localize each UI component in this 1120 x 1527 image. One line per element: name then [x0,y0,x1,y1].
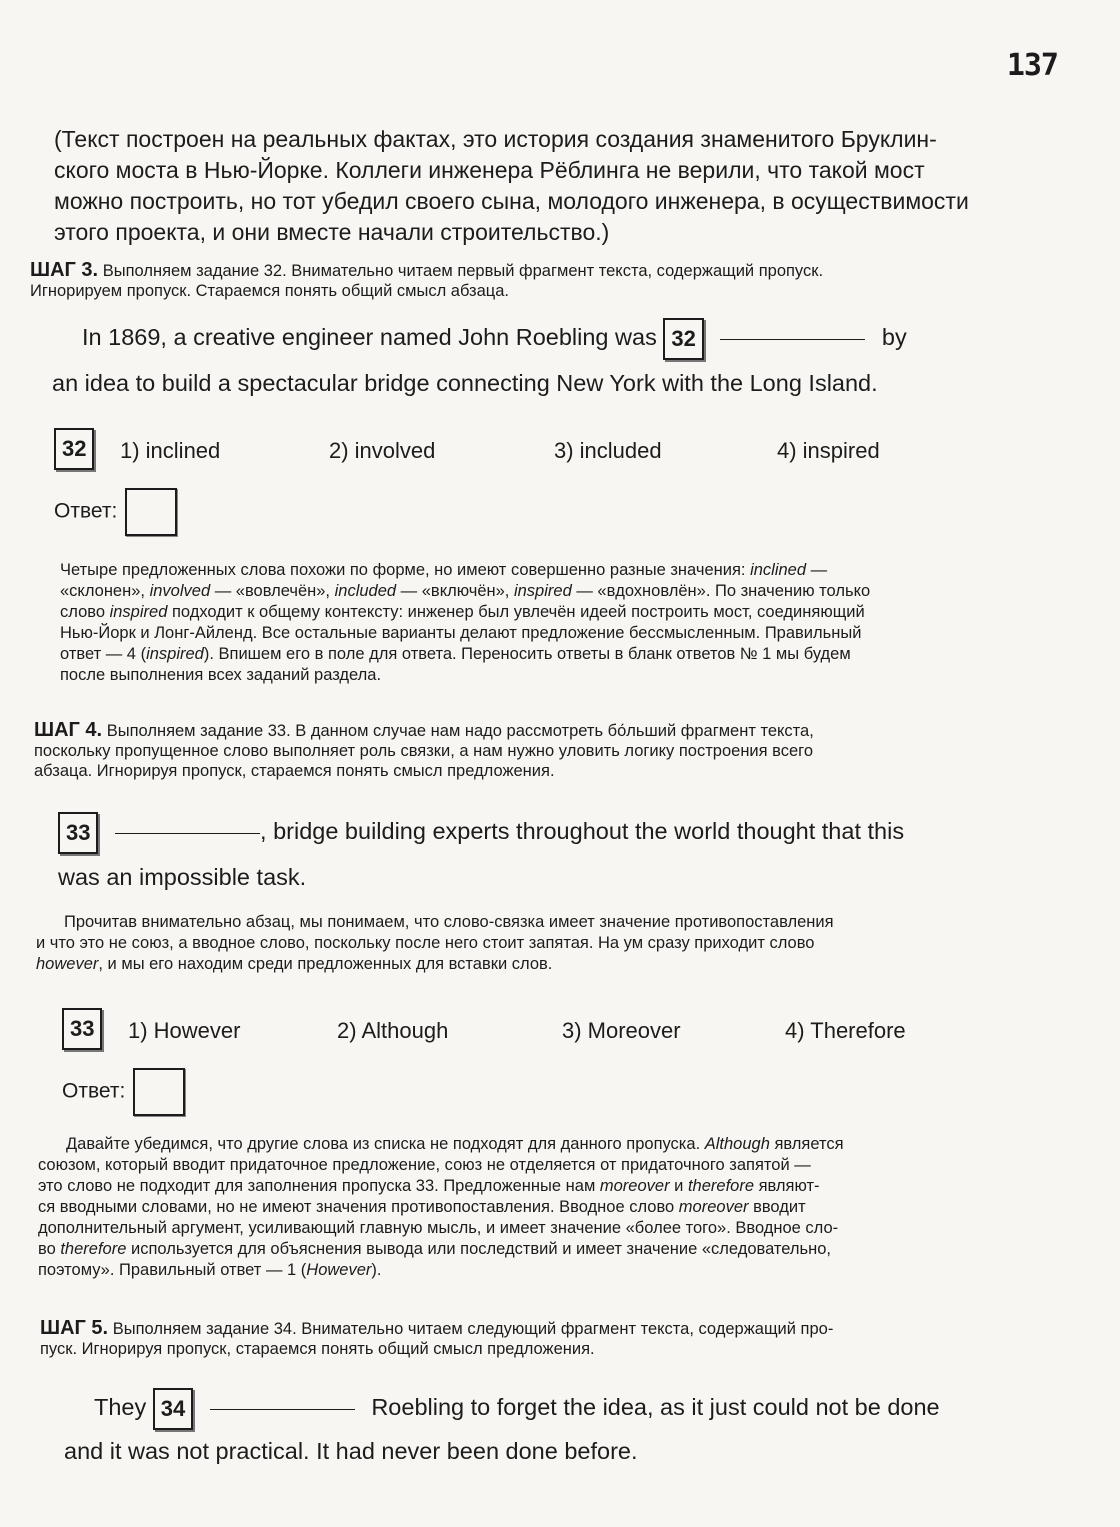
step-4-instructions: ШАГ 4. Выполняем задание 33. В данном случае нам надо рассмотреть бо́льший фрагмент текста, поскольку пропущенное слово выполняет роль связки, а нам нужно уловить логику построения всего абзаца. Игнорируя пропуск, стараемся понять смысл предложения. [34,719,814,780]
intro-line: ского моста в Нью-Йорке. Коллеги инженера Рёблинга не верили, что такой мост [54,157,925,183]
answer-input[interactable] [133,1068,185,1116]
gap-blank [115,833,260,834]
option-3[interactable]: 3) Moreover [562,1018,681,1043]
task-number-box: 33 [58,812,98,854]
gap-blank [210,1409,355,1410]
explanation-33: Давайте убедимся, что другие слова из списка не подходят для данного пропуска. Although является союзом, который вводит придаточное предложение, союз не отделяется от придаточного запятой — это слово не подходит для заполнения пропуска 33. Предложенные нам moreover и therefore являют- ся вводными словами, но не имеют значения противопоставления. Вводное слово moreover вводит дополнительный аргумент, усиливающий главную мысль, и имеет значение «более того». Вводное сло- во therefore используется для объяснения вывода или последствий и имеет значение «следовательно, поэтому». Правильный ответ — 1 (However). [38,1135,844,1279]
option-1[interactable]: 1) inclined [120,438,221,463]
page-number: 137 [1006,48,1058,83]
answer-field-32: Ответ: [54,488,177,536]
option-3[interactable]: 3) included [554,438,662,463]
task-33-sentence-line2: was an impossible task. [58,864,307,890]
task-32-sentence: In 1869, a creative engineer named John Roebling was 32 by [82,318,1020,360]
task-32-options [54,428,954,480]
intro-paragraph [54,124,1020,248]
gap-blank [720,339,865,340]
step-label: ШАГ 5. [40,1317,109,1339]
intro-line: можно построить, но тот убедил своего сына, молодого инженера, в осуществимости [54,188,969,214]
option-2[interactable]: 2) involved [329,438,436,463]
task-number-box: 34 [153,1388,193,1430]
step-5-instructions: ШАГ 5. Выполняем задание 34. Внимательно читаем следующий фрагмент текста, содержащий про- пуск. Игнорируя пропуск, стараемся понять общий смысл предложения. [40,1317,834,1358]
intro-line: этого проекта, и они вместе начали строительство.) [54,219,610,245]
task-33-options [62,1008,962,1060]
option-4[interactable]: 4) Therefore [785,1018,906,1043]
task-number-box: 33 [62,1008,102,1050]
option-2[interactable]: 2) Although [337,1018,449,1043]
step-label: ШАГ 3. [30,259,99,281]
intro-line: (Текст построен на реальных фактах, это история создания знаменитого Бруклин- [54,126,937,152]
task-number-box: 32 [663,318,703,360]
option-1[interactable]: 1) However [128,1018,241,1043]
answer-field-33: Ответ: [62,1068,185,1116]
task-32-sentence-line2: an idea to build a spectacular bridge connecting New York with the Long Island. [52,370,878,396]
explanation-33-intro: Прочитав внимательно абзац, мы понимаем, что слово-связка имеет значение противопоставления и что это не союз, а вводное слово, поскольку после него стоит запятая. На ум сразу приходит слово however, и мы его находим среди предложенных для вставки слов. [36,913,834,973]
answer-input[interactable] [125,488,177,536]
task-33-sentence: 33 , bridge building experts throughout the world thought that this [58,812,1020,854]
task-number-box: 32 [54,428,94,470]
option-4[interactable]: 4) inspired [777,438,880,463]
task-34-sentence-line2: and it was not practical. It had never been done before. [64,1438,638,1464]
step-label: ШАГ 4. [34,719,103,741]
step-3-instructions: ШАГ 3. Выполняем задание 32. Внимательно читаем первый фрагмент текста, содержащий пропуск. Игнорируем пропуск. Стараемся понять общий смысл абзаца. [30,259,824,300]
explanation-32: Четыре предложенных слова похожи по форме, но имеют совершенно разные значения: inclined — «склонен», involved — «вовлечён», included — «включён», inspired — «вдохновлён». По значению только слово inspired подходит к общему контексту: инженер был увлечён идеей построить мост, соединяющий Нью-Йорк и Лонг-Айленд. Все остальные варианты делают предложение бессмысленным. Правильный ответ — 4 (inspired). Впишем его в поле для ответа. Переносить ответы в бланк ответов № 1 мы будем после выполнения всех заданий раздела. [60,561,871,684]
task-34-sentence: They 34 Roebling to forget the idea, as it just could not be done [94,1388,1020,1430]
